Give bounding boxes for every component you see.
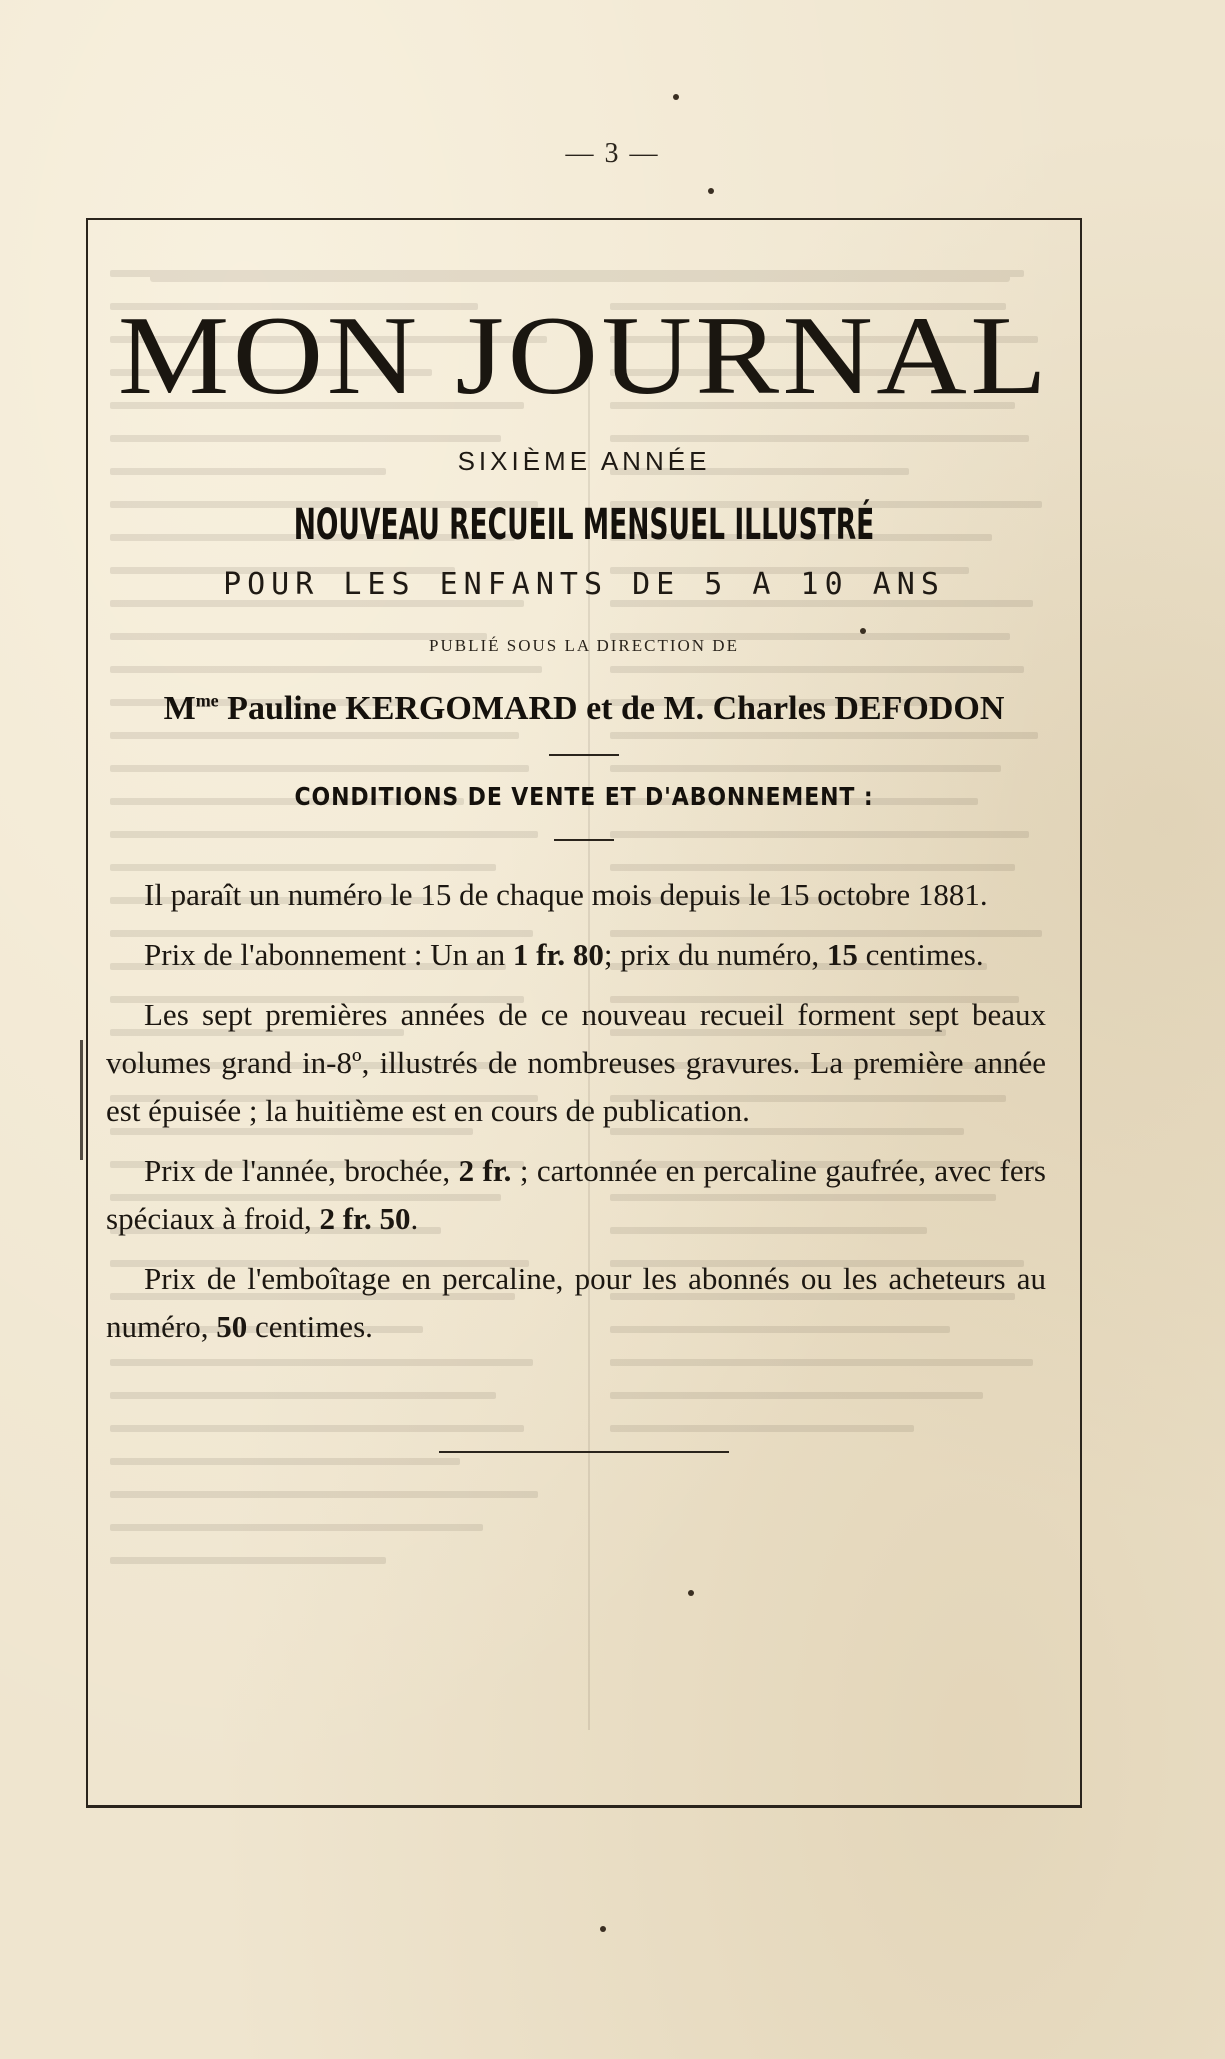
published-by: PUBLIÉ SOUS LA DIRECTION DE	[429, 636, 739, 655]
journal-title: MON JOURNAL	[117, 294, 1051, 418]
ink-speck	[600, 1926, 606, 1932]
directors-line	[86, 690, 1082, 728]
document-content	[86, 218, 1082, 1453]
conditions-body	[106, 871, 1046, 1351]
closing-rule	[439, 1451, 729, 1453]
page-fold-mark	[80, 1040, 83, 1160]
year-label: SIXIÈME ANNÉE	[457, 446, 711, 476]
ink-speck	[708, 188, 714, 194]
directors-prefix-sup: me	[195, 690, 219, 711]
divider	[554, 839, 614, 841]
paragraph-publication: Il paraît un numéro le 15 de chaque mois depuis le 15 octobre 1881.	[144, 877, 988, 912]
directors-prefix: M	[163, 690, 196, 727]
ink-speck	[688, 1590, 694, 1596]
page-number: — 3 —	[565, 138, 660, 169]
paragraph-binding-price: Prix de l'emboîtage en percaline, pour les abonnés ou les acheteurs au numéro, 50 centimes.	[106, 1261, 1046, 1344]
directors-names: Pauline KERGOMARD et de M. Charles DEFODON	[218, 690, 1005, 727]
paragraph-volumes: Les sept premières années de ce nouveau recueil forment sept beaux volumes grand in-8º, illustrés de nombreuses gravures. La première année est épuisée ; la huitième est en cours de publication.	[106, 997, 1046, 1128]
ink-speck	[673, 94, 679, 100]
audience-line: POUR LES ENFANTS DE 5 A 10 ANS	[223, 567, 945, 602]
paragraph-year-price: Prix de l'année, brochée, 2 fr. ; cartonnée en percaline gaufrée, avec fers spéciaux à froid, 2 fr. 50.	[106, 1153, 1046, 1236]
journal-subtitle: NOUVEAU RECUEIL MENSUEL ILLUSTRÉ	[293, 500, 875, 550]
conditions-heading: CONDITIONS DE VENTE ET D'ABONNEMENT :	[294, 782, 874, 811]
divider	[549, 754, 619, 756]
paragraph-subscription: Prix de l'abonnement : Un an 1 fr. 80; prix du numéro, 15 centimes.	[144, 937, 984, 972]
